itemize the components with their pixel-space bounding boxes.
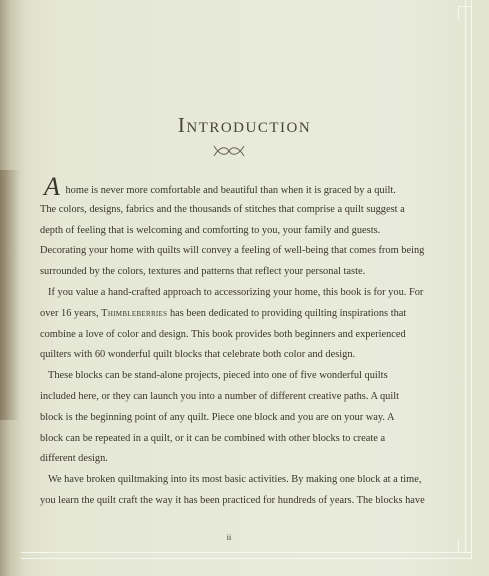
text-line: quilters with 60 wonderful quilt blocks that celebrate both color and design.	[40, 349, 356, 361]
ornament-flourish-icon	[212, 142, 246, 160]
page-number: ii	[226, 533, 232, 542]
text-line: different design.	[40, 453, 108, 465]
intro-body	[40, 172, 425, 512]
text-line: These blocks can be stand-alone projects, pieced into one of five wonderful quilts	[48, 370, 388, 382]
text-line: We have broken quiltmaking into its most basic activities. By making one block at a time,	[48, 474, 422, 486]
text-line: surrounded by the colors, textures and patterns that reflect your personal taste.	[40, 266, 366, 278]
text-line: combine a love of color and design. This book provides both beginners and experienced	[40, 328, 406, 340]
drop-cap: A	[44, 172, 60, 201]
frame-corner-top	[458, 6, 471, 19]
frame-corner-bottom	[458, 540, 471, 553]
text-line: depth of feeling that is welcoming and comforting to you, your family and guests.	[40, 224, 381, 236]
text-line: Decorating your home with quilts will convey a feeling of well-being that comes from being	[40, 245, 425, 257]
text-line: block is the beginning point of any quilt. Piece one block and you are on your way. A	[40, 411, 395, 423]
text-line: included here, or they can launch you into a number of different creative paths. A quilt	[40, 390, 400, 402]
spine-shadow	[0, 170, 20, 420]
text-line: over 16 years, Thimbleberries has been dedicated to providing quilting inspirations that	[40, 307, 407, 319]
brand-name: Thimbleberries	[101, 307, 168, 319]
text-line: you learn the quilt craft the way it has been practiced for hundreds of years. The blocks have	[40, 494, 425, 506]
text-line: A home is never more comfortable and beautiful than when it is graced by a quilt.	[44, 172, 396, 201]
text-line: block can be repeated in a quilt, or it can be combined with other blocks to create a	[40, 432, 386, 444]
text-line: If you value a hand-crafted approach to accessorizing your home, this book is for you. For	[48, 286, 424, 298]
text-line: The colors, designs, fabrics and the thousands of stitches that comprise a quilt suggest a	[40, 203, 405, 215]
page-title: Introduction	[177, 113, 312, 137]
